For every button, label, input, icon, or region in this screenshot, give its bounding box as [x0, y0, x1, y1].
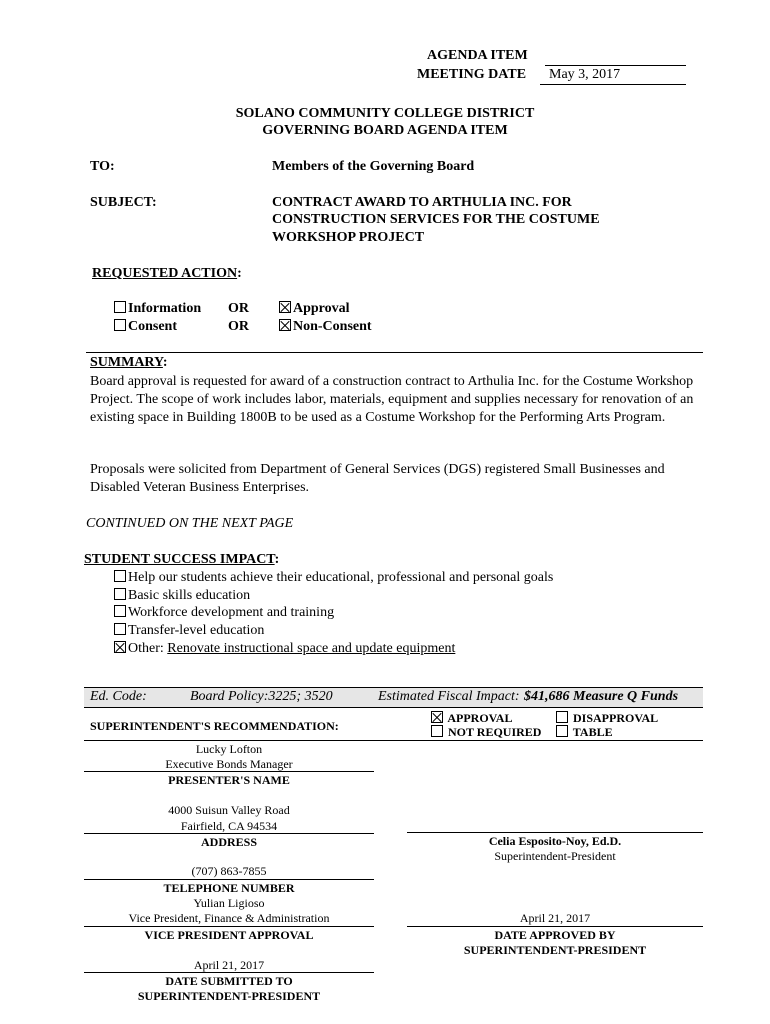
subject-line-2: CONSTRUCTION SERVICES FOR THE COSTUME	[272, 212, 600, 227]
workforce-label: Workforce development and training	[128, 605, 335, 620]
district-title: SOLANO COMMUNITY COLLEGE DISTRICT	[235, 106, 535, 121]
requested-action-heading	[92, 266, 242, 282]
approval-label: Approval	[293, 301, 350, 316]
date-approved-label-1: DATE APPROVED BY	[494, 928, 616, 942]
meeting-date-underline	[540, 84, 686, 85]
rec-approval-checkbox[interactable]	[431, 711, 443, 723]
superintendent-name: Celia Esposito-Noy, Ed.D.	[488, 834, 622, 848]
vp-name: Yulian Ligioso	[193, 896, 265, 910]
ed-code: Ed. Code:	[90, 689, 147, 704]
superintendent-signature-line	[407, 832, 703, 833]
info-bar-bottom-border	[84, 707, 703, 708]
non-consent-label: Non-Consent	[293, 319, 372, 334]
rec-table-label: TABLE	[572, 725, 613, 739]
summary-paragraph-1: Board approval is requested for award of a construction contract to Arthulia Inc. for the Costume Workshop Project. The scope of work includes labor, materials, equipment and supplies necessary for renovation of an existing space in Building 1800B to be used as a Costume Workshop for the Performing Arts Program.	[90, 374, 694, 425]
address-line-1: 4000 Suisun Valley Road	[168, 803, 290, 817]
meeting-date-label: MEETING DATE	[417, 67, 527, 82]
presenter-line	[84, 771, 374, 772]
subject-line-3: WORKSHOP PROJECT	[272, 230, 425, 245]
summary-paragraph-2: Proposals were solicited from Department of General Services (DGS) registered Small Businesses and Disabled Veteran Business Enterprises.	[90, 462, 665, 495]
presenter-name: Lucky Lofton	[195, 742, 263, 756]
workforce-checkbox[interactable]	[114, 605, 126, 617]
to-label: TO:	[90, 159, 115, 174]
recommendation-divider	[84, 740, 703, 741]
rec-approval-option[interactable]	[431, 711, 512, 726]
telephone-line	[84, 879, 374, 880]
agenda-item-label: AGENDA ITEM	[427, 48, 528, 63]
summary-label: SUMMARY	[90, 355, 163, 370]
presenter-label: PRESENTER'S NAME	[168, 773, 290, 787]
or-label-1: OR	[228, 301, 249, 316]
summary-divider	[86, 352, 703, 353]
address-line-2: Fairfield, CA 94534	[180, 819, 278, 833]
presenter-title: Executive Bonds Manager	[165, 757, 293, 771]
information-option[interactable]	[114, 301, 201, 317]
consent-label: Consent	[128, 319, 178, 334]
impact-item-goals[interactable]	[114, 570, 553, 586]
requested-action-colon: :	[237, 266, 242, 281]
telephone-label: TELEPHONE NUMBER	[163, 881, 295, 895]
vp-line	[84, 926, 374, 927]
goals-label: Help our students achieve their educational, professional and personal goals	[128, 570, 554, 585]
information-label: Information	[128, 301, 202, 316]
basic-skills-label: Basic skills education	[128, 588, 251, 603]
rec-disapproval-label: DISAPPROVAL	[573, 711, 659, 725]
date-submitted-line	[84, 972, 374, 973]
other-checkbox[interactable]	[114, 641, 126, 653]
transfer-checkbox[interactable]	[114, 623, 126, 635]
date-submitted-label-1: DATE SUBMITTED TO	[165, 974, 293, 988]
other-label: Other:	[128, 641, 168, 656]
rec-disapproval-checkbox[interactable]	[556, 711, 568, 723]
consent-checkbox[interactable]	[114, 319, 126, 331]
date-approved-label-2: SUPERINTENDENT-PRESIDENT	[463, 943, 647, 957]
date-approved-line	[407, 926, 703, 927]
to-value: Members of the Governing Board	[272, 159, 475, 174]
summary-heading	[90, 355, 168, 371]
agenda-title: GOVERNING BOARD AGENDA ITEM	[262, 123, 508, 138]
recommendation-label: SUPERINTENDENT'S RECOMMENDATION:	[90, 719, 339, 733]
other-value: Renovate instructional space and update equipment	[167, 641, 456, 656]
or-label-2: OR	[228, 319, 249, 334]
board-policy: Board Policy:3225; 3520	[190, 689, 333, 704]
goals-checkbox[interactable]	[114, 570, 126, 582]
vp-label: VICE PRESIDENT APPROVAL	[144, 928, 314, 942]
impact-item-transfer[interactable]	[114, 623, 264, 639]
agenda-item-underline	[545, 65, 686, 66]
summary-colon: :	[162, 355, 168, 370]
address-line	[84, 833, 374, 834]
date-submitted-value: April 21, 2017	[193, 958, 265, 972]
vp-title: Vice President, Finance & Administration	[128, 911, 330, 925]
fiscal-impact-label: Estimated Fiscal Impact:	[378, 689, 520, 704]
telephone-value: (707) 863-7855	[191, 864, 267, 878]
superintendent-title: Superintendent-President	[494, 849, 616, 863]
rec-approval-label: APPROVAL	[447, 711, 513, 725]
approval-checkbox[interactable]	[279, 301, 291, 313]
rec-not-required-label: NOT REQUIRED	[448, 725, 542, 739]
information-checkbox[interactable]	[114, 301, 126, 313]
subject-label: SUBJECT:	[90, 195, 157, 210]
rec-disapproval-option[interactable]	[556, 711, 658, 726]
rec-not-required-checkbox[interactable]	[431, 725, 443, 737]
transfer-label: Transfer-level education	[128, 623, 265, 638]
address-label: ADDRESS	[200, 835, 257, 849]
continued-note: CONTINUED ON THE NEXT PAGE	[86, 516, 294, 531]
non-consent-option[interactable]	[279, 319, 372, 335]
student-success-colon: :	[274, 552, 280, 567]
consent-option[interactable]	[114, 319, 177, 335]
date-submitted-label-2: SUPERINTENDENT-PRESIDENT	[137, 989, 321, 1003]
approval-option[interactable]	[279, 301, 350, 317]
meeting-date-value[interactable]: May 3, 2017	[549, 67, 621, 82]
requested-action-label: REQUESTED ACTION	[92, 266, 238, 281]
info-bar-top-border	[84, 687, 703, 688]
student-success-label: STUDENT SUCCESS IMPACT	[84, 552, 275, 567]
rec-table-checkbox[interactable]	[556, 725, 568, 737]
impact-item-workforce[interactable]	[114, 605, 334, 621]
basic-skills-checkbox[interactable]	[114, 588, 126, 600]
non-consent-checkbox[interactable]	[279, 319, 291, 331]
impact-item-basic-skills[interactable]	[114, 588, 250, 604]
date-approved-value: April 21, 2017	[519, 911, 591, 925]
impact-item-other[interactable]	[114, 641, 455, 657]
subject-line-1: CONTRACT AWARD TO ARTHULIA INC. FOR	[272, 195, 572, 210]
rec-not-required-option[interactable]	[431, 725, 541, 740]
rec-table-option[interactable]	[556, 725, 613, 740]
student-success-heading	[84, 552, 279, 568]
fiscal-impact-value: $41,686 Measure Q Funds	[524, 689, 679, 704]
